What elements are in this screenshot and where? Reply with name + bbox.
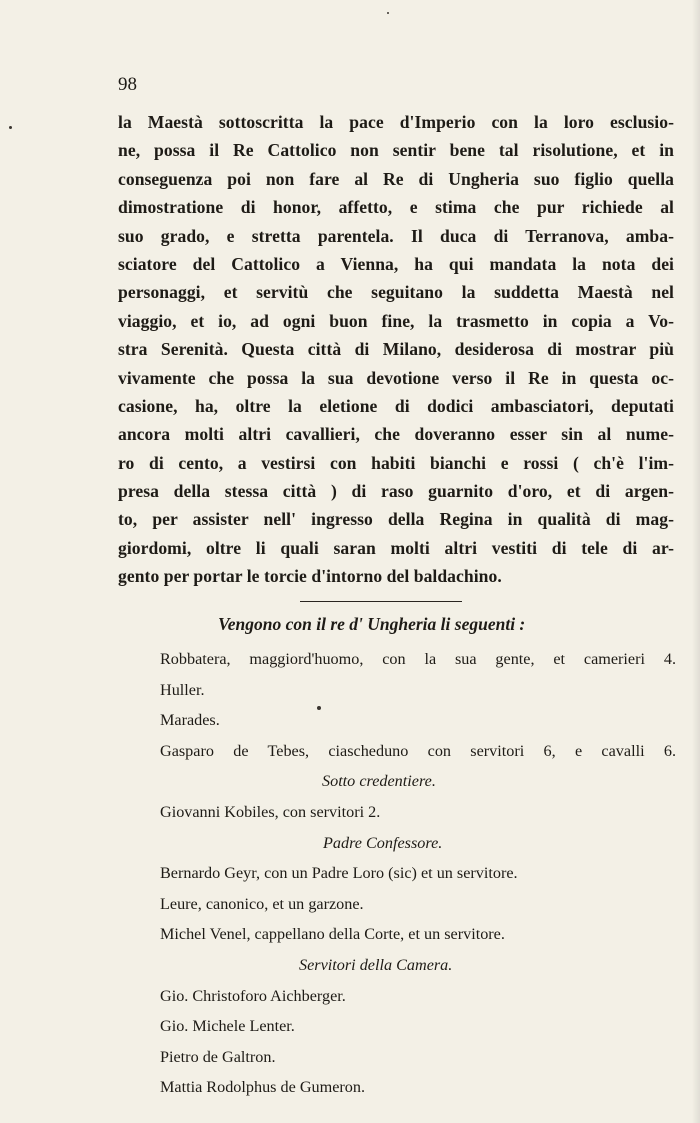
- paragraph-line: sciatore del Cattolico a Vienna, ha qui mandata la nota dei: [118, 253, 674, 274]
- paragraph-line: stra Serenità. Questa città di Milano, desiderosa di mostrar più: [118, 339, 674, 360]
- paragraph-line: personaggi, et servitù che seguitano la suddetta Maestà nel: [118, 282, 674, 303]
- paragraph-line: ancora molti altri cavallieri, che doveranno esser sin al nume-: [118, 424, 674, 445]
- roster-entry: Mattia Rodolphus de Gumeron.: [160, 1078, 366, 1097]
- roster-entry: Gio. Michele Lenter.: [160, 1017, 295, 1036]
- paragraph-line: ro di cento, a vestirsi con habiti bianchi e rossi ( ch'è l'im-: [118, 452, 674, 473]
- paragraph-line: casione, ha, oltre la eletione di dodici ambasciatori, deputati: [118, 395, 674, 416]
- section-divider: [300, 601, 462, 602]
- paragraph-line: la Maestà sottoscritta la pace d'Imperio con la loro esclusio-: [118, 112, 674, 132]
- page-number: 98: [118, 74, 137, 95]
- paragraph-line: presa della stessa città ) di raso guarnito d'oro, et di argen-: [118, 481, 674, 502]
- main-paragraph: [118, 108, 674, 591]
- roster-subheading: Padre Confessore.: [323, 833, 443, 852]
- roster-entry: Gasparo de Tebes, ciascheduno con servitori 6, e cavalli 6.: [160, 741, 676, 760]
- print-speck: [387, 12, 389, 14]
- page-edge-shadow: [692, 0, 700, 1123]
- paragraph-line: dimostratione di honor, affetto, e stima che pur richiede al: [118, 197, 674, 218]
- roster-entry: Michel Venel, cappellano della Corte, et un servitore.: [160, 925, 505, 944]
- print-speck: [317, 706, 321, 710]
- paragraph-line: giordomi, oltre li quali saran molti altri vestiti di tele di ar-: [118, 537, 674, 558]
- roster-entry: Pietro de Galtron.: [160, 1047, 276, 1066]
- paragraph-line: to, per assister nell' ingresso della Regina in qualità di mag-: [118, 509, 674, 530]
- roster-entry: Huller.: [160, 680, 205, 699]
- list-heading: Vengono con il re d' Ungheria li seguenti :: [218, 614, 526, 634]
- paragraph-line: viaggio, et io, ad ogni buon fine, la trasmetto in copia a Vo-: [118, 310, 674, 331]
- print-speck: [9, 126, 12, 129]
- paragraph-line: vivamente che possa la sua devotione verso il Re in questa oc-: [118, 367, 674, 388]
- roster-entry: Giovanni Kobiles, con servitori 2.: [160, 803, 381, 821]
- paragraph-line: conseguenza poi non fare al Re di Ungheria suo figlio quella: [118, 168, 674, 189]
- roster-entry: Leure, canonico, et un garzone.: [160, 894, 364, 913]
- roster-entry: Marades.: [160, 711, 220, 730]
- roster-subheading: Sotto credentiere.: [322, 772, 436, 791]
- paragraph-line: suo grado, e stretta parentela. Il duca di Terranova, amba-: [118, 225, 674, 246]
- roster-entry: Gio. Christoforo Aichberger.: [160, 986, 346, 1005]
- paragraph-line: gento per portar le torcie d'intorno del baldachino.: [118, 566, 502, 587]
- paragraph-line: ne, possa il Re Cattolico non sentir bene tal risolutione, et in: [118, 140, 674, 161]
- roster-entry: Bernardo Geyr, con un Padre Loro (sic) et un servitore.: [160, 864, 518, 883]
- roster-entry: Robbatera, maggiord'huomo, con la sua gente, et camerieri 4.: [160, 650, 676, 668]
- roster-subheading: Servitori della Camera.: [299, 956, 453, 974]
